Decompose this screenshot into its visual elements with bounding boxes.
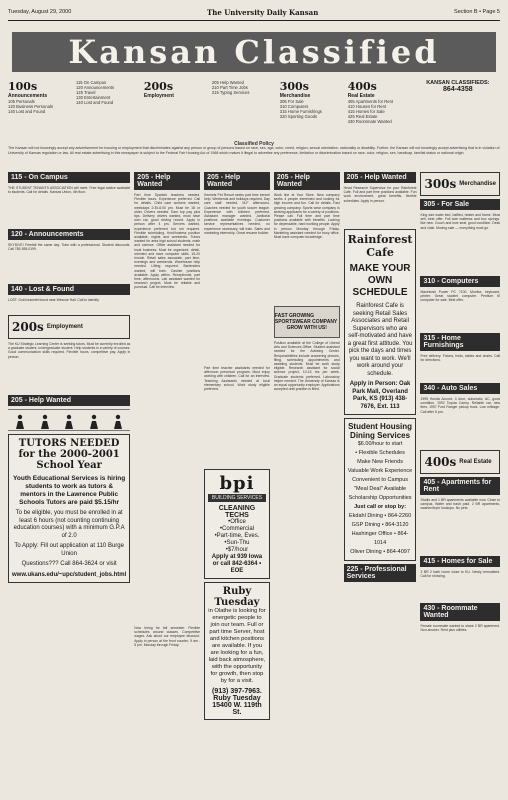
bpi-line: •Commercial <box>219 526 255 532</box>
issue-date: Tuesday, August 29, 2000 <box>8 9 72 15</box>
rainforest-logo: Rainforest Cafe <box>347 233 413 259</box>
employment-header <box>8 315 130 339</box>
policy-text: The Kansan will not knowingly accept any advertisement for housing or employment that discriminates against any person or group of persons based on race, sex, age, color, creed, religion, sexual orientation, nationality or disability. Further, the Kansan will not knowingly accept advertising that is in violation of University of Kansas regulation or law. All real estate advertising in this newspaper is subject to the Federal Fair Housing Act of 1968 which makes it illegal to advertise any preference, limitation or discrimination based on race, color, religion, sex, handicap, familial status or national origin. <box>8 146 500 155</box>
category-name: Merchandise <box>279 93 311 99</box>
category-index <box>8 80 500 138</box>
category-number: 400s <box>347 80 377 93</box>
rainforest-apply: Apply in Person: Oak Park Mall, Overland Park, KS (913) 438-7676, Ext. 113 <box>349 381 411 410</box>
merchandise-name: Merchandise <box>459 181 496 187</box>
ad-text: Female roommate wanted to share 2 BR apartment. Non-smoker. Rent plus utilities. <box>420 624 500 633</box>
category-subsection: 105 Personals <box>8 99 35 104</box>
ruby-contact: (913) 397-7963. Ruby Tuesday 15400 W. 119th St. <box>212 688 262 716</box>
category-block <box>416 80 500 138</box>
ad-text: 1995 Honda Accord, 4 door, automatic, AC, good condition. 1992 Toyota Camry. Reliable car, new tires. 1997 Ford Ranger pickup truck. Low mileage. Call after 5 pm. <box>420 397 500 414</box>
ruby-heading: Ruby Tuesday <box>214 586 260 608</box>
category-subsection: 130 Entertainment <box>75 95 111 100</box>
tutors-heading: TUTORS NEEDED for the 2000-2001 School Year <box>18 438 120 471</box>
rainforest-body: Rainforest Cafe is seeking Retail Sales Associates and Retail Supervisors who are self-motivated and have a great first attitude. You pick the days and times you want to work. We'll work around your schedule. <box>347 303 413 377</box>
section-205-header: 205 - Help Wanted <box>204 172 270 190</box>
section-page: Section B • Page 5 <box>454 9 500 15</box>
ad-columns <box>8 172 500 792</box>
ssd-line: • Flexible Schedules <box>355 450 405 456</box>
ad-text: Kennels Pet Resort seeks part time kennel help. Weekends and holidays required. Day care staff needed, M-F afternoons. Coaches needed for youth soccer league. Experience with children preferred. Assistant manager wanted. Janitorial positions available evenings. Customer service representatives needed, no experience necessary, will train. Sales and marketing internship. Great resume builder. <box>204 193 270 235</box>
classified-policy <box>8 142 500 168</box>
section-225-header: 225 - Professional Services <box>344 564 417 582</box>
section-405-header: 405 - Apartments for Rent <box>420 477 500 495</box>
category-name: Employment <box>143 93 174 99</box>
category-block <box>144 80 209 138</box>
employment-name: Employment <box>46 324 83 330</box>
real-estate-header <box>420 450 500 474</box>
merchandise-number: 300s <box>424 177 457 191</box>
section-120-header: 120 - Announcements <box>8 229 130 240</box>
category-subsection: 315 Home Furnishings <box>279 109 322 114</box>
header-rule <box>8 20 500 21</box>
category-subsection: 205 Help Wanted <box>211 80 245 85</box>
category-subsection: 120 Business Personals <box>8 104 53 109</box>
category-subsection: 215 Typing Services <box>211 90 250 95</box>
ad-text: Head Research Supervisor for your Rainforest Cafe. Full and part time positions available. Fun work environment, great benefits, flexible schedules. Apply in person. <box>343 186 417 203</box>
ad-text: Part time teacher assistants needed for afternoon preschool program. Must enjoy working with children. Call for an interview. Teaching Assistants needed at local elementary school. Work study eligible preferred. <box>204 366 270 392</box>
category-subsection: 425 Real Estate <box>347 114 378 119</box>
category-name: Real Estate <box>347 93 375 99</box>
tutors-eligibility: To be eligible, you must be enrolled in at least 6 hours (not counting continuing education courses) with a minimum G.P.A of 2.0 <box>13 510 125 539</box>
section-205-header: 205 - Help Wanted <box>344 172 417 183</box>
column-3 <box>204 172 270 792</box>
worker-icon <box>63 414 75 429</box>
ad-text: The KU Strategic Learning Center is seeking tutors. Must be currently enrolled as a graduate student, undergraduate student. Help students in a variety of courses. Good communication skills required. Flexible hours, competitive pay. Apply in person. <box>8 342 131 359</box>
section-305-header: 305 - For Sale <box>420 199 500 210</box>
ad-text: Studio and 1 BR apartments available now. Close to campus. Water and trash paid. 2 BR apartments, washer/dryer hookups. No pets. <box>420 498 500 511</box>
tutors-apply: To Apply: Fill out application at 110 Burge Union <box>14 543 124 557</box>
ruby-body: in Olathe is looking for energetic people to join our team. Full or part time Server, host and kitchen positions are available. If you are looking for a fun, laid back atmosphere, with the opportunity for growth, then stop by for a visit. <box>208 608 266 684</box>
ssd-line: Valuable Work Experience <box>347 468 413 474</box>
classifieds-phone: 864-4358 <box>443 86 473 93</box>
section-205-header: 205 - Help Wanted <box>274 172 340 190</box>
bpi-logo: bpi <box>219 473 255 494</box>
worker-icon <box>88 414 100 429</box>
section-310-header: 310 - Computers <box>420 276 500 287</box>
ssd-site: GSP Dining • 864-3120 <box>351 522 409 528</box>
rainforest-headline: MAKE YOUR OWN SCHEDULE <box>349 263 411 298</box>
real-estate-number: 400s <box>424 455 457 469</box>
category-block <box>280 80 345 138</box>
bpi-line: •$7/hour <box>225 547 249 553</box>
sportswear-tag: GROW WITH US! <box>286 325 327 331</box>
ssd-site: Ekdahl Dining • 864-2260 <box>348 513 412 519</box>
ad-text: THE STUDENT TENANTS ASSOCIATION will meet. Free legal advice available to students. Call for details. Kansas Union, 4th floor. <box>8 186 131 195</box>
ad-text: Part time Spanish teachers needed. Flexible hours. Experience preferred. Call for details. Child care workers wanted, weekdays 2:30-6:00 pm. Must be 18 or older. Drivers needed. Earn top pay plus tips. Delivery drivers wanted, must have own car, good driving record. Apply in person after 4 pm. Servers wanted, experience preferred but not required. Flexible scheduling. Host/hostess position available, nights and weekends. Tutors wanted for area high school students, math and science. Office assistant needed for local business. Must be organized, detail-oriented and have computer skills. 15-20 hrs/wk. Retail sales associate, part time, evenings and weekends. Warehouse help needed. Lifting required. Bartenders wanted, will train. Cashier positions available. Apply within. Receptionist, part time, afternoons. Lab assistant wanted for research project. Must be reliable and punctual. Call for interview. <box>134 193 201 290</box>
ad-text: Work line at Your Store. New company seeks 4 people interested and looking for high income and fun. Call for details. Fast growing company. Sports wear company is seeking applicants for a variety of positions. Please call. Full time and part time positions available with benefits. Looking for dependable, hard working people. Apply in person Monday through Friday. Marketing assistant needed for busy office. Must have computer knowledge. <box>273 193 340 240</box>
section-205-header: 205 - Help Wanted <box>134 172 200 190</box>
ssd-site: Hashinger Office • 864-1014 <box>351 531 409 546</box>
sportswear-heading: FAST GROWING SPORTSWEAR COMPANY <box>274 313 338 325</box>
bpi-tagline: BUILDING SERVICES <box>208 494 266 502</box>
ad-text: Now hiring for fall semester. Flexible schedules around classes. Competitive wages. Ask about our employee discount. Apply in person at the front counter, 9 am - 5 pm, Monday through Friday. <box>134 626 201 647</box>
worker-icon <box>39 414 51 429</box>
category-subsection: 320 Sporting Goods <box>279 114 317 119</box>
category-subsection: 140 Lost and Found <box>75 100 114 105</box>
employment-number: 200s <box>12 320 44 334</box>
category-block <box>8 80 73 138</box>
ad-text: LOST: Gold bracelet found near Wescoe Hall. Call to identify. <box>8 298 100 302</box>
paper-name: The University Daily Kansan <box>207 7 319 17</box>
category-subsection: 210 Part Time Jobs <box>211 85 248 90</box>
column-1 <box>8 172 130 792</box>
tutors-url[interactable]: www.ukans.edu/~upc/student_jobs.html <box>12 571 127 578</box>
page-header <box>8 6 500 18</box>
student-housing-dining-ad <box>344 418 417 561</box>
category-subsection: 140 Lost and Found <box>8 109 46 114</box>
bpi-line: •Sun-Thu <box>224 540 250 546</box>
ad-text: Macintosh Power PC 7100. Monitor, keyboard, printer. Great student computer. Pentium III computer for sale. Best offer. <box>420 290 500 303</box>
column-6 <box>420 172 500 792</box>
category-block <box>212 80 277 138</box>
ssd-heading: Student Housing Dining Services <box>348 422 413 440</box>
bpi-line: •Part-time, Eves. <box>214 533 260 539</box>
ssd-site: Oliver Dining • 864-4097 <box>350 549 410 555</box>
ssd-line: $6.00/hour to start <box>357 441 403 447</box>
rainforest-cafe-ad <box>344 229 417 415</box>
policy-heading: Classified Policy <box>234 141 274 147</box>
section-315-header: 315 - Home Furnishings <box>420 333 500 351</box>
category-subsection: 115 On Campus <box>75 80 107 85</box>
column-4 <box>274 172 340 792</box>
ssd-stop: Just call or stop by: <box>354 504 407 510</box>
category-subsection: 305 For Sale <box>279 99 304 104</box>
ad-text: Free delivery. Futons, beds, tables and chairs. Call for directions. <box>420 354 500 363</box>
classified-banner <box>12 32 496 72</box>
ad-text: King size water bed, baffled, heater and frame. Must sell, best offer. Full size mattress and box springs, like new. Couch and love seat, good condition. Desk and chair. Moving sale — everything must go. <box>420 213 500 230</box>
tutors-pay: Youth Educational Services is hiring students to work as tutors & mentors in the Lawrence Public Schools Tutors are paid $5.15/hr <box>13 475 126 506</box>
category-subsection: 125 Travel <box>75 90 96 95</box>
tutors-questions: Questions??? Call 864-3624 or visit <box>21 561 117 567</box>
section-340-header: 340 - Auto Sales <box>420 383 500 394</box>
bpi-apply: Apply at 939 Iowa or call 842-6364 • EOE <box>211 554 263 574</box>
category-name: KANSAN CLASSIFIEDS: <box>426 80 490 86</box>
merchandise-header <box>420 172 500 196</box>
ssd-line: "Meal Deal" Available <box>354 486 407 492</box>
category-subsection: 415 Homes for Sale <box>347 109 385 114</box>
section-415-header: 415 - Homes for Sale <box>420 556 500 567</box>
category-number: 100s <box>8 80 38 93</box>
category-subsection: 430 Roommate Wanted <box>347 119 392 124</box>
category-name: Announcements <box>8 93 48 99</box>
workers-illustration <box>8 409 130 431</box>
ssd-line: Convenient to Campus <box>352 477 409 483</box>
category-number: 300s <box>279 80 309 93</box>
bpi-ad <box>204 469 270 579</box>
sportswear-ad <box>274 306 340 338</box>
bpi-heading: CLEANING TECHS <box>218 505 256 519</box>
category-subsection: 120 Announcements <box>75 85 115 90</box>
tutors-ad <box>8 434 130 583</box>
ad-text: SKYDIVE! Freefall the same day. Train with a professional. Student discounts. Call 785-555-0199. <box>8 243 131 252</box>
ad-text: Position available at the College of Liberal Arts and Sciences Office. Student assistant needed for the Advising Center. Responsibilities include answering phones, filing, scheduling appointments and assisting students. Must be work study eligible. Research assistant for social science project, 10-15 hrs per week. Graduate students preferred. Laboratory helper needed. The University of Kansas is an equal opportunity employer. Applications accepted until position is filled. <box>273 341 340 392</box>
banner-title: Kansan Classified <box>68 33 440 71</box>
category-number: 200s <box>143 80 174 93</box>
section-140-header: 140 - Lost & Found <box>8 284 130 295</box>
ruby-tuesday-ad <box>204 582 270 720</box>
column-5 <box>344 172 417 792</box>
bpi-line: •Office <box>228 519 246 525</box>
real-estate-name: Real Estate <box>459 459 492 465</box>
ssd-line: Scholarship Opportunities <box>348 495 412 501</box>
category-subsection: 310 Computers <box>279 104 309 109</box>
worker-icon <box>14 414 26 429</box>
section-115-header: 115 - On Campus <box>8 172 130 183</box>
section-205-header: 205 - Help Wanted <box>8 395 130 406</box>
category-subsection: 410 Houses for Rent <box>347 104 387 109</box>
category-subsection: 405 Apartments for Rent <box>347 99 394 104</box>
ad-text: 3 BR 2 bath home close to KU. Newly remodeled. Call for showing. <box>420 570 500 579</box>
worker-icon <box>112 414 124 429</box>
category-block <box>348 80 413 138</box>
ssd-line: Make New Friends <box>357 459 403 465</box>
section-430-header: 430 - Roommate Wanted <box>420 603 500 621</box>
column-2 <box>134 172 200 792</box>
category-block <box>76 80 141 138</box>
